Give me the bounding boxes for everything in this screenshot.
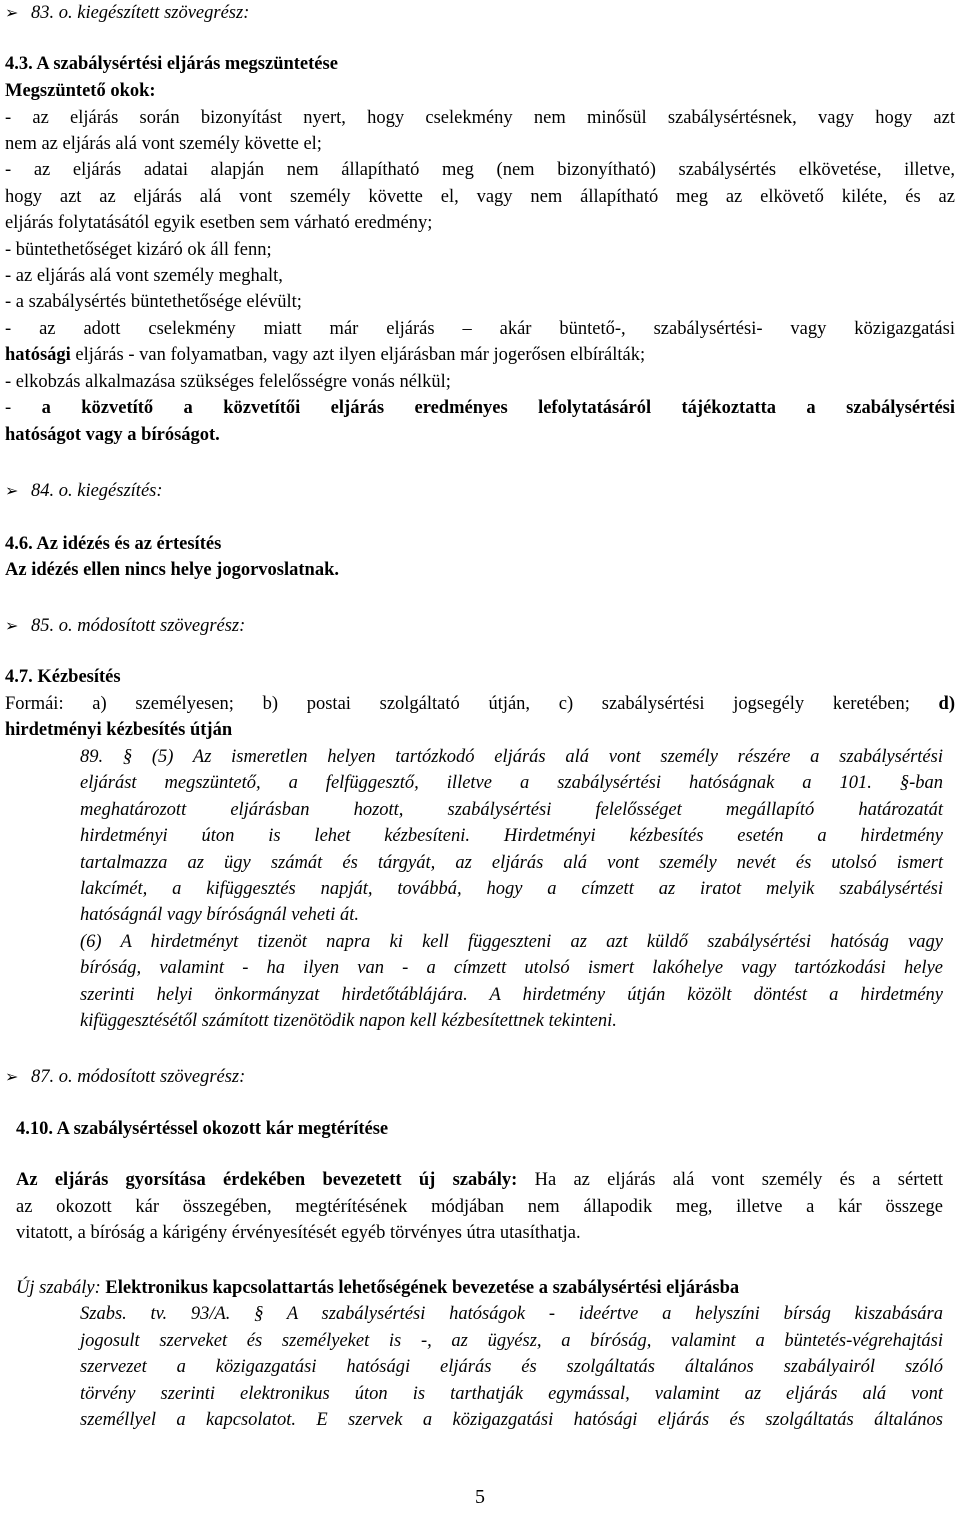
text-line: - az eljárás adatai alapján nem állapítható meg (nem bizonyítható) szabálysértés elkövetése, illetve, (5, 160, 955, 180)
text-line: az okozott kár összegében, megtérítésének módjában nem állapodik meg, illetve a kár összege (16, 1197, 943, 1217)
quote-line: hatóságnál vagy bíróságnál veheti át. (80, 905, 360, 925)
section-84-heading: ➢ 84. o. kiegészítés: (5, 481, 163, 501)
quote-line: tartalmazza az ügy számát és tárgyát, az eljárás alá vont személy nevét és utolsó ismert (80, 853, 943, 873)
section-4-3-title: 4.3. A szabálysértési eljárás megszüntetése (5, 54, 338, 74)
text-line: - az eljárás alá vont személy meghalt, (5, 266, 283, 286)
section-4-3-subtitle: Megszüntető okok: (5, 81, 156, 101)
quote-line: törvény szerinti elektronikus úton is tarthatják egymással, valamint az eljárás alá vont (80, 1384, 943, 1404)
text-line: hogy azt az eljárás alá vont személy követte el, vagy nem állapítható meg az elkövető kiléte, és az (5, 187, 955, 207)
section-87-heading: ➢ 87. o. módosított szövegrész: (5, 1067, 246, 1087)
quote-line: (6) A hirdetményt tizenöt napra ki kell függeszteni az azt küldő szabálysértési hatóság vagy (80, 932, 943, 952)
text-line: Az eljárás gyorsítása érdekében bevezetett új szabály: Ha az eljárás alá vont személy és a sértett (16, 1170, 943, 1190)
quote-line: 89. § (5) Az ismeretlen helyen tartózkodó eljárás alá vont személy részére a szabálysértési (80, 747, 943, 767)
text-line: - a szabálysértés büntethetősége elévült; (5, 292, 302, 312)
arrow-bullet-icon: ➢ (5, 1067, 19, 1086)
text-line: vitatott, a bíróság a kárigény érvényesítését egyéb törvényes útra utasíthatja. (16, 1223, 581, 1243)
text-line: nem az eljárás alá vont személy követte el; (5, 134, 322, 154)
text-line: hatóságot vagy a bíróságot. (5, 425, 220, 445)
text-line: - elkobzás alkalmazása szükséges felelősségre vonás nélkül; (5, 372, 451, 392)
section-4-6-subtitle: Az idézés ellen nincs helye jogorvoslatnak. (5, 560, 340, 580)
section-4-7-title: 4.7. Kézbesítés (5, 667, 121, 687)
quote-line: jogosult szerveket és személyeket is -, az ügyész, a bíróság, valamint a büntetés-végrehajtási (80, 1331, 943, 1351)
quote-line: bíróság, valamint - ha ilyen van - a címzett utolsó ismert lakóhelye vagy tartózkodási helye (80, 958, 943, 978)
text-line: hatósági eljárás - van folyamatban, vagy azt ilyen eljárásban már jogerősen elbírálták; (5, 345, 646, 365)
text-line: eljárás folytatásától egyik esetben sem várható eredmény; (5, 213, 433, 233)
arrow-bullet-icon: ➢ (5, 481, 19, 500)
text-line: - a közvetítő a közvetítői eljárás eredményes lefolytatásáról tájékoztatta a szabálysértési (5, 398, 955, 418)
text-line: - az eljárás során bizonyítást nyert, hogy cselekmény nem minősül szabálysértésnek, vagy hogy azt (5, 108, 955, 128)
arrow-bullet-icon: ➢ (5, 616, 19, 635)
section-85-heading: ➢ 85. o. módosított szövegrész: (5, 616, 246, 636)
quote-line: meghatározott eljárásban hozott, szabálysértési felelősséget megállapító határozatát (80, 800, 943, 820)
quote-line: szerinti helyi önkormányzat hirdetőtáblájára. A hirdetmény útján közölt döntést a hirdetmény (80, 985, 943, 1005)
quote-line: szervezet a közigazgatási hatósági eljárás és szolgáltatás általános szabályairól szóló (80, 1357, 943, 1377)
text-line: Formái: a) személyesen; b) postai szolgáltató útján, c) szabálysértési jogsegély keretében; d) (5, 694, 955, 714)
new-rule-heading: Új szabály: Elektronikus kapcsolattartás lehetőségének bevezetése a szabálysértési eljárásba (16, 1278, 740, 1298)
section-83-heading: ➢ 83. o. kiegészített szövegrész: (5, 3, 250, 23)
quote-line: kifüggesztésétől számított tizenötödik napon kell kézbesítettnek tekinteni. (80, 1011, 617, 1031)
section-4-6-title: 4.6. Az idézés és az értesítés (5, 534, 222, 554)
quote-line: hirdetményi úton is lehet kézbesíteni. Hirdetményi kézbesítés esetén a hirdetmény (80, 826, 943, 846)
text-line: - az adott cselekmény miatt már eljárás – akár büntető-, szabálysértési- vagy közigazgatási (5, 319, 955, 339)
quote-line: személlyel a kapcsolatot. E szervek a közigazgatási hatósági eljárás és szolgáltatás általános (80, 1410, 943, 1430)
arrow-bullet-icon: ➢ (5, 3, 19, 22)
quote-line: eljárást megszüntető, a felfüggesztő, illetve a szabálysértési hatóságnak a 101. §-ban (80, 773, 943, 793)
quote-line: lakcímét, a kifüggesztés napját, továbbá, hogy a címzett az iratot melyik szabálysértési (80, 879, 943, 899)
page-number: 5 (475, 1486, 485, 1508)
quote-line: Szabs. tv. 93/A. § A szabálysértési hatóságok - ideértve a helyszíni bírság kiszabására (80, 1304, 943, 1324)
text-line: - büntethetőséget kizáró ok áll fenn; (5, 240, 272, 260)
section-4-10-title: 4.10. A szabálysértéssel okozott kár megtérítése (16, 1119, 389, 1139)
text-line: hirdetményi kézbesítés útján (5, 720, 233, 740)
